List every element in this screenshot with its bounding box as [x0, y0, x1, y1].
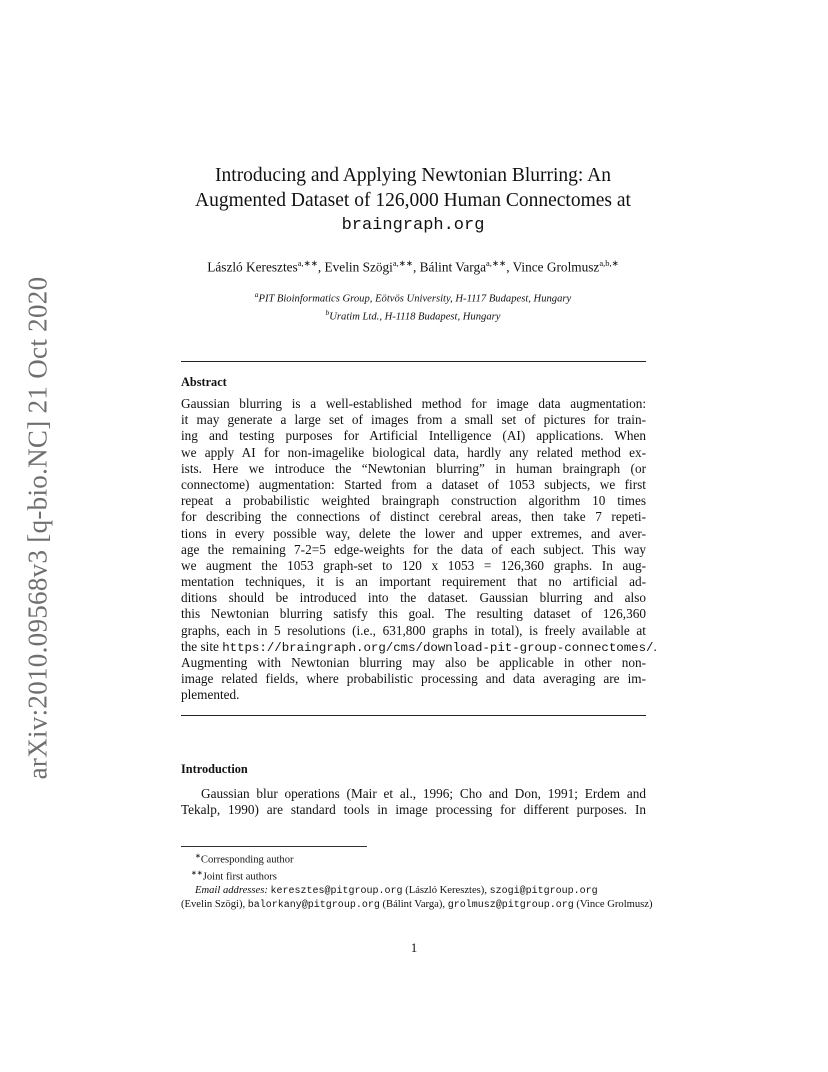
introduction-body [181, 786, 646, 819]
abstract-line: age the remaining 7-2=5 edge-weights for the data of each subject. This way [181, 541, 646, 557]
title-line-2: Augmented Dataset of 126,000 Human Connectomes at [195, 190, 631, 211]
url-suffix: . [653, 638, 657, 654]
email-label: Email addresses: [195, 884, 268, 896]
email-link[interactable]: grolmusz@pitgroup.org [447, 899, 574, 911]
abstract-line: connectome) augmentation: Started from a dataset of 1053 subjects, we first [181, 476, 646, 492]
abstract-line: Gaussian blurring is a well-established method for image data augmentation: [181, 396, 646, 411]
abstract-line: ditions should be introduced into the dataset. Gaussian blurring and also [181, 590, 646, 606]
affiliation-mark: b [325, 308, 330, 318]
abstract-heading: Abstract [181, 375, 227, 389]
email-link[interactable]: szogi@pitgroup.org [489, 885, 598, 897]
title-line-3: braingraph.org [341, 216, 485, 235]
paper-title [170, 163, 656, 238]
abstract-body [181, 396, 657, 704]
footnote-emails-line-1: Email addresses: keresztes@pitgroup.org (László Keresztes), szogi@pitgroup.org [195, 884, 598, 897]
affiliations [150, 288, 676, 324]
abstract-line: mentation techniques, it is an important requirement that no artificial ad- [181, 574, 646, 590]
email-owner: (Bálint Varga) [382, 898, 443, 910]
introduction-heading: Introduction [181, 762, 248, 776]
author-affiliation-marks: a,∗∗ [486, 258, 507, 268]
affiliation-text: Uratim Ltd., H-1118 Budapest, Hungary [329, 311, 501, 323]
footnote-joint [181, 867, 631, 884]
abstract-line: Augmenting with Newtonian blurring may also be applicable in other non- [181, 655, 646, 670]
url-prefix: the site [181, 638, 223, 654]
footnote-emails-line-2: (Evelin Szögi), balorkany@pitgroup.org (Bálint Varga), grolmusz@pitgroup.org (Vince Grolmusz) [181, 898, 653, 911]
introduction-line: Gaussian blur operations (Mair et al., 1996; Cho and Don, 1991; Erdem and [201, 786, 646, 801]
footnote-mark: ∗∗ [191, 868, 203, 877]
author-separator: , [506, 259, 513, 275]
author-affiliation-marks: a,∗∗ [297, 258, 318, 268]
abstract-line: ists. Here we introduce the “Newtonian blurring” in human braingraph (or [181, 460, 646, 476]
download-url-link[interactable]: https://braingraph.org/cms/download-pit-group-connectomes/ [222, 640, 654, 655]
abstract-line: we augment the 1053 graph-set to 120 x 1053 = 126,360 graphs. In aug- [181, 557, 646, 573]
abstract-line: image related fields, where probabilistic processing and data averaging are im- [181, 671, 646, 687]
affiliation-line [150, 288, 676, 306]
abstract-line: ing and testing purposes for Artificial Intelligence (AI) applications. When [181, 428, 646, 444]
email-link[interactable]: keresztes@pitgroup.org [270, 885, 403, 897]
page-number: 1 [410, 940, 418, 955]
abstract-line: plemented. [181, 687, 240, 703]
footnote-corresponding [181, 850, 631, 867]
author-name: László Keresztes [207, 259, 298, 275]
footnote-mark: ∗ [195, 852, 201, 860]
author-separator: , [413, 259, 420, 275]
footnote-rule [181, 846, 367, 847]
abstract-line: it may generate a large set of images from a small set of pictures for train- [181, 412, 646, 428]
author-affiliation-marks: a,∗∗ [392, 258, 414, 268]
abstract-line: we apply AI for non-imagelike biological data, hardly any related method ex- [181, 444, 646, 460]
email-owner: (Evelin Szögi) [181, 898, 243, 910]
footnotes [181, 850, 653, 912]
abstract-line: this Newtonian blurring satisfy this goal. The resulting dataset of 126,360 [181, 606, 646, 622]
abstract-line: for describing the connections of distinct cerebral areas, then take 7 repeti- [181, 509, 646, 525]
affiliation-mark: a [254, 290, 259, 299]
affiliation-text: PIT Bioinformatics Group, Eötvös University, H-1117 Budapest, Hungary [258, 293, 572, 305]
abstract-top-rule [181, 361, 646, 362]
author-affiliation-marks: a,b,∗ [599, 258, 619, 268]
affiliation-line [150, 306, 676, 324]
email-owner: (Vince Grolmusz) [576, 898, 653, 910]
title-line-1: Introducing and Applying Newtonian Blurring: An [215, 165, 611, 186]
author-list [150, 258, 676, 275]
email-link[interactable]: balorkany@pitgroup.org [247, 899, 380, 911]
abstract-line: repeat a probabilistic weighted braingraph construction algorithm 10 times [181, 493, 646, 509]
email-owner: (László Keresztes) [405, 884, 485, 896]
author-separator: , [317, 259, 325, 275]
introduction-line: Tekalp, 1990) are standard tools in image processing for different purposes. In [181, 802, 646, 818]
author-name: Bálint Varga [419, 259, 487, 275]
arxiv-identifier-stamp: arXiv:2010.09568v3 [q-bio.NC] 21 Oct 2020 [22, 276, 53, 780]
footnote-text: Joint first authors [202, 871, 277, 883]
abstract-bottom-rule [181, 715, 646, 716]
author-name: Evelin Szögi [324, 259, 393, 275]
abstract-url-line [181, 638, 657, 655]
abstract-line: tions in every possible way, delete the lower and upper extremes, and aver- [181, 525, 646, 541]
abstract-line: graphs, each in 5 resolutions (i.e., 631,800 graphs in total), is freely available at [181, 622, 646, 638]
author-name: Vince Grolmusz [512, 259, 600, 275]
footnote-text: Corresponding author [200, 854, 294, 866]
